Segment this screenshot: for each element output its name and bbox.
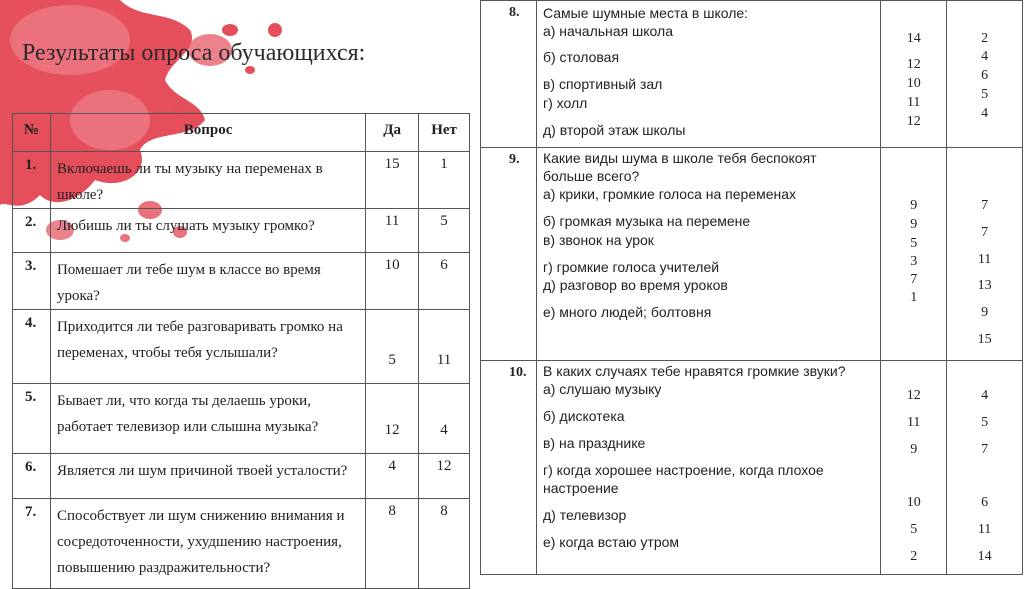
row-question-options — [536, 1, 880, 148]
header-no: Нет — [419, 114, 470, 152]
value: 3 — [910, 254, 918, 269]
row-no: 12 — [419, 454, 470, 499]
header-yes: Да — [366, 114, 419, 152]
value: 12 — [906, 57, 921, 72]
value: 11 — [977, 252, 992, 267]
row-no: 1 — [419, 152, 470, 209]
question-text: Самые шумные места в школе: — [542, 5, 749, 21]
value: 14 — [977, 549, 992, 564]
value: 7 — [910, 272, 918, 287]
table-row-q8 — [481, 1, 1023, 148]
row-num: 2. — [13, 209, 51, 253]
value: 6 — [981, 495, 989, 510]
row-no: 8 — [419, 499, 470, 589]
value: 9 — [910, 198, 918, 213]
row-no: 4 — [419, 384, 470, 454]
value: 11 — [906, 95, 921, 110]
value: 6 — [981, 68, 989, 83]
table-row-q10 — [481, 361, 1023, 575]
option-d: г) холл — [542, 95, 588, 111]
value: 11 — [906, 415, 921, 430]
col-values-2 — [947, 1, 1023, 148]
row-yes: 4 — [366, 454, 419, 499]
value: 1 — [910, 290, 918, 305]
value: 5 — [981, 87, 989, 102]
value: 12 — [906, 388, 921, 403]
value: 5 — [910, 236, 918, 251]
col-values-1 — [881, 148, 947, 361]
row-no: 5 — [419, 209, 470, 253]
row-num: 6. — [13, 454, 51, 499]
row-question: Бывает ли, что когда ты делаешь уроки, работает телевизор или слышна музыка? — [50, 384, 365, 454]
row-yes: 8 — [366, 499, 419, 589]
col-values-1 — [881, 361, 947, 575]
value: 7 — [981, 442, 989, 457]
row-question: Способствует ли шум снижению внимания и сосредоточенности, ухудшению настроения, повышению раздражительности? — [50, 499, 365, 589]
row-question: Включаешь ли ты музыку на переменах в школе? — [50, 152, 365, 209]
option-b: б) столовая — [542, 49, 620, 65]
option-c: в) звонок на урок — [542, 232, 654, 248]
col-values-2 — [947, 361, 1023, 575]
value: 7 — [981, 198, 989, 213]
option-d: г) громкие голоса учителей — [542, 259, 720, 275]
row-question-options — [536, 148, 880, 361]
value: 4 — [981, 106, 989, 121]
value: 2 — [910, 549, 918, 564]
row-no: 6 — [419, 253, 470, 310]
value: 9 — [910, 442, 918, 457]
survey-table-right — [480, 0, 1023, 575]
page-title: Результаты опроса обучающихся: — [22, 40, 366, 66]
row-num: 9. — [481, 148, 537, 361]
row-yes: 12 — [366, 384, 419, 454]
table-row — [13, 384, 470, 454]
value: 15 — [977, 332, 992, 347]
row-num: 4. — [13, 310, 51, 384]
option-f: е) когда встаю утром — [542, 534, 680, 550]
row-question: Приходится ли тебе разговаривать громко на переменах, чтобы тебя услышали? — [50, 310, 365, 384]
option-a: а) слушаю музыку — [542, 381, 662, 397]
value: 2 — [981, 31, 989, 46]
option-e: д) второй этаж школы — [542, 122, 686, 138]
value: 4 — [981, 388, 989, 403]
value: 13 — [977, 278, 992, 293]
option-b: б) громкая музыка на перемене — [542, 213, 751, 229]
row-no: 11 — [419, 310, 470, 384]
question-text: Какие виды шума в школе тебя беспокоят — [542, 150, 817, 166]
row-num: 10. — [481, 361, 537, 575]
table-row — [13, 454, 470, 499]
row-num: 8. — [481, 1, 537, 148]
question-text: В каких случаях тебе нравятся громкие звуки? — [542, 363, 846, 379]
value: 4 — [981, 49, 989, 64]
table-header-row — [13, 114, 470, 152]
row-question: Помешает ли тебе шум в классе во время урока? — [50, 253, 365, 310]
option-c: в) спортивный зал — [542, 76, 663, 92]
question-text-cont: больше всего? — [542, 168, 640, 184]
option-e: д) телевизор — [542, 507, 627, 523]
value: 5 — [981, 415, 989, 430]
row-question: Любишь ли ты слушать музыку громко? — [50, 209, 365, 253]
value: 14 — [906, 31, 921, 46]
value: 11 — [977, 522, 992, 537]
row-yes: 10 — [366, 253, 419, 310]
header-question: Вопрос — [50, 114, 365, 152]
value: 9 — [981, 305, 989, 320]
header-num: № — [13, 114, 51, 152]
table-row-q9 — [481, 148, 1023, 361]
value: 7 — [981, 225, 989, 240]
option-a: а) крики, громкие голоса на переменах — [542, 186, 797, 202]
row-yes: 11 — [366, 209, 419, 253]
row-question: Является ли шум причиной твоей усталости? — [50, 454, 365, 499]
value: 12 — [906, 114, 921, 129]
table-row — [13, 152, 470, 209]
option-d-cont: настроение — [542, 480, 619, 496]
option-d: г) когда хорошее настроение, когда плохое — [542, 462, 824, 478]
row-num: 3. — [13, 253, 51, 310]
row-yes: 5 — [366, 310, 419, 384]
row-num: 5. — [13, 384, 51, 454]
option-b: б) дискотека — [542, 408, 625, 424]
value: 9 — [910, 217, 918, 232]
table-row — [13, 253, 470, 310]
row-yes: 15 — [366, 152, 419, 209]
option-a: а) начальная школа — [542, 23, 673, 39]
table-row — [13, 310, 470, 384]
survey-table-left — [12, 113, 470, 589]
row-num: 7. — [13, 499, 51, 589]
table-row — [13, 499, 470, 589]
value: 10 — [906, 495, 921, 510]
row-question-options — [536, 361, 880, 575]
option-e: д) разговор во время уроков — [542, 277, 728, 293]
table-row — [13, 209, 470, 253]
row-num: 1. — [13, 152, 51, 209]
col-values-2 — [947, 148, 1023, 361]
option-c: в) на празднике — [542, 435, 646, 451]
value: 5 — [910, 522, 918, 537]
option-f: е) много людей; болтовня — [542, 304, 712, 320]
value: 10 — [906, 76, 921, 91]
col-values-1 — [881, 1, 947, 148]
